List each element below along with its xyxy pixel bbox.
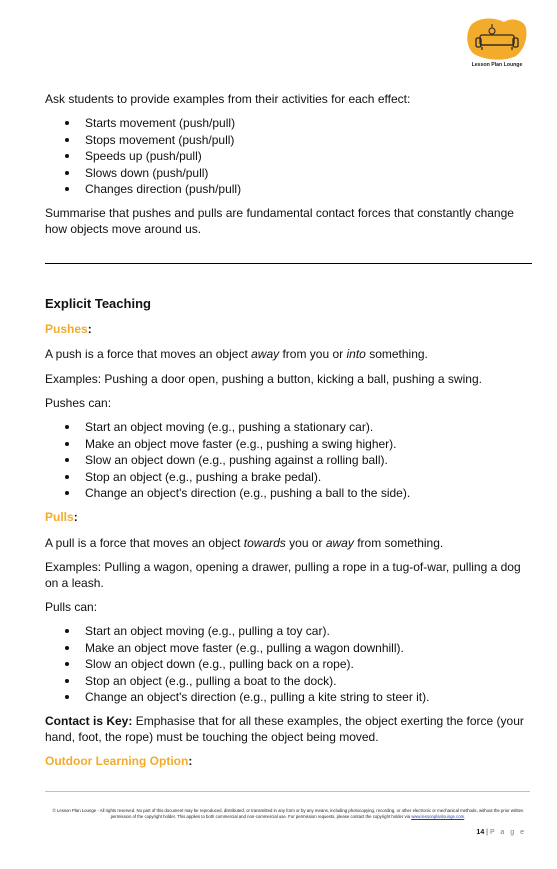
section-divider (45, 263, 532, 264)
copyright-text: © Lesson Plan Lounge - All rights reserved. No part of this document may be reproduced, distributed, or transmitted in any form or by any means, including photocopying, recording, or other electronic or mechanical methods, without the prior written permission of the copyright holder. This applies to both commercial and non-commercial use. For permission requests, please contact the copyright holder via (52, 808, 524, 819)
push-definition (45, 346, 515, 362)
emphasis-text: away (251, 347, 280, 361)
pull-effects-list (45, 623, 515, 706)
list-item: Make an object move faster (e.g., pulling a wagon downhill). (45, 640, 515, 657)
emphasis-text: into (346, 347, 366, 361)
definition-text: from you or (279, 347, 347, 361)
definition-text: from something. (353, 536, 444, 550)
page-number-value: 14 (476, 829, 485, 836)
page-number: 14 | P a g e (476, 829, 526, 836)
pulls-label: Pulls (45, 510, 74, 524)
list-item: Slow an object down (e.g., pulling back on a rope). (45, 656, 515, 673)
pulls-can-label: Pulls can: (45, 600, 98, 614)
footer-divider (45, 791, 530, 792)
list-item: Stop an object (e.g., pushing a brake pedal). (45, 469, 515, 486)
pull-examples: Examples: Pulling a wagon, opening a drawer, pulling a rope in a tug-of-war, pulling a dog on a leash. (45, 560, 521, 590)
push-examples: Examples: Pushing a door open, pushing a button, kicking a ball, pushing a swing. (45, 372, 482, 386)
brand-logo (462, 18, 532, 74)
emphasis-text: away (325, 536, 354, 550)
push-effects-list (45, 419, 515, 502)
list-item: Change an object's direction (e.g., pushing a ball to the side). (45, 485, 515, 502)
outdoor-label: Outdoor Learning Option (45, 754, 189, 768)
list-item: Speeds up (push/pull) (45, 148, 515, 165)
list-item: Starts movement (push/pull) (45, 115, 515, 132)
website-link[interactable]: www.lessonplanlounge.com (411, 814, 465, 819)
list-item: Slow an object down (e.g., pushing against a rolling ball). (45, 452, 515, 469)
emphasis-text: towards (243, 536, 286, 550)
pushes-heading: Pushes: (45, 322, 92, 336)
pull-definition (45, 535, 515, 551)
list-item: Start an object moving (e.g., pushing a stationary car). (45, 419, 515, 436)
pulls-heading: Pulls: (45, 510, 78, 524)
intro-prompt: Ask students to provide examples from their activities for each effect: (45, 92, 411, 106)
outdoor-heading: Outdoor Learning Option: (45, 754, 193, 768)
list-item: Make an object move faster (e.g., pushing a swing higher). (45, 436, 515, 453)
contact-text: Emphasise that for all these examples, the object exerting the force (your hand, foot, the rope) must be touching the object being moved. (45, 714, 524, 744)
sofa-logo-icon (466, 18, 528, 60)
contact-note (45, 713, 531, 745)
copyright-notice: © Lesson Plan Lounge - All rights reserved. No part of this document may be reproduced, distributed, or transmitted in any form or by any means, including photocopying, recording, or other electronic or mechanical methods, without the prior written permission of the copyright holder. This applies to both commercial and non-commercial use. For permission requests, please contact the copyright holder via www.lessonplanlounge.com. (52, 808, 524, 819)
section-heading: Explicit Teaching (45, 296, 151, 311)
definition-text: A push is a force that moves an object (45, 347, 252, 361)
page-word: P a g e (489, 829, 526, 836)
definition-text: you or (285, 536, 326, 550)
list-item: Start an object moving (e.g., pulling a toy car). (45, 623, 515, 640)
intro-summary: Summarise that pushes and pulls are fundamental contact forces that constantly change how objects move around us. (45, 206, 514, 236)
list-item: Changes direction (push/pull) (45, 181, 515, 198)
list-item: Stop an object (e.g., pulling a boat to the dock). (45, 673, 515, 690)
list-item: Change an object's direction (e.g., pulling a kite string to steer it). (45, 689, 515, 706)
list-item: Stops movement (push/pull) (45, 132, 515, 149)
list-item: Slows down (push/pull) (45, 165, 515, 182)
contact-label: Contact is Key: (45, 714, 133, 728)
pushes-can-label: Pushes can: (45, 396, 112, 410)
effects-list (45, 115, 515, 198)
definition-text: something. (365, 347, 428, 361)
logo-text: Lesson Plan Lounge (471, 62, 523, 68)
definition-text: A pull is a force that moves an object (45, 536, 244, 550)
pushes-label: Pushes (45, 322, 88, 336)
